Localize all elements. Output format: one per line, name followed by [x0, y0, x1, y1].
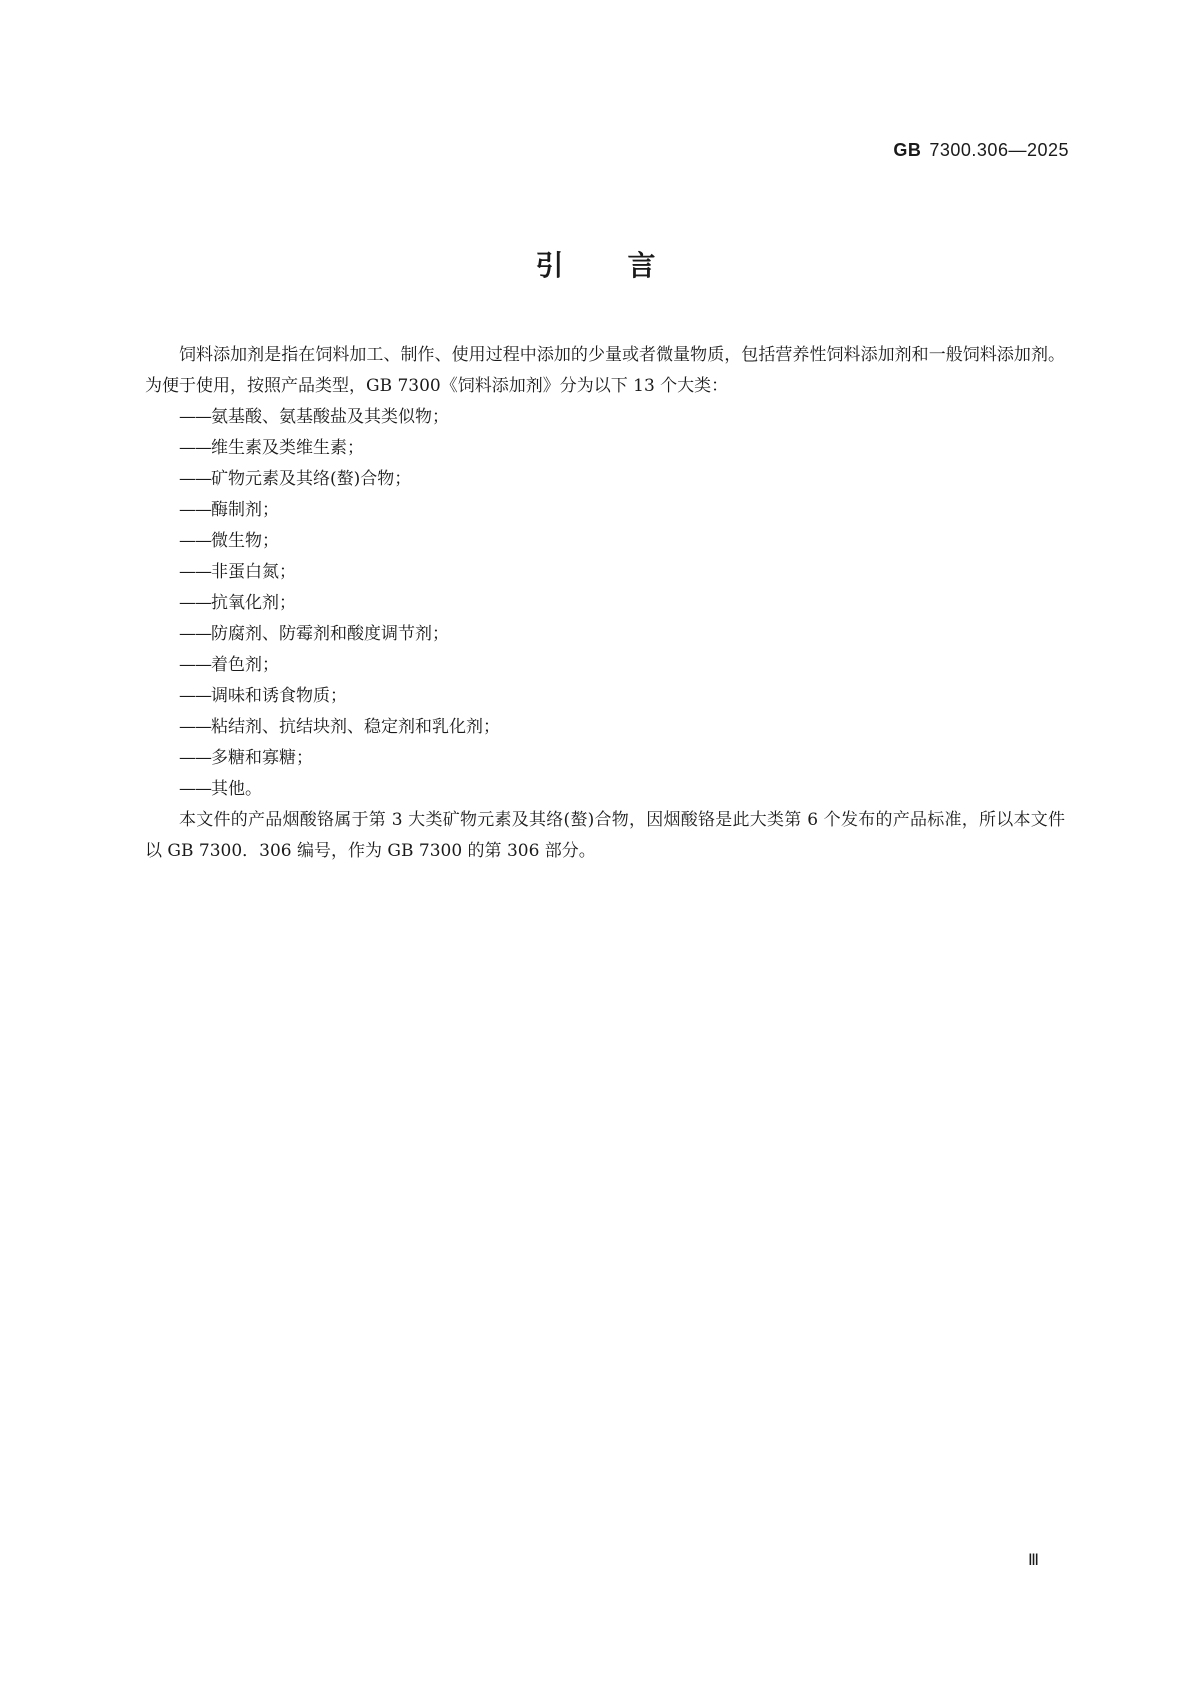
page-number: Ⅲ [1027, 1552, 1039, 1569]
document-code [893, 140, 1069, 161]
category-list [145, 402, 1065, 805]
closing-paragraph: 本文件的产品烟酸铬属于第 3 大类矿物元素及其络(螯)合物，因烟酸铬是此大类第 6 个发布的产品标准，所以本文件以 GB 7300．306 编号，作为 GB 7300 的第 306 部分。 [145, 810, 1065, 861]
list-item: ——微生物； [179, 531, 279, 551]
list-item: ——非蛋白氮； [179, 562, 296, 582]
list-item: ——调味和诱食物质； [179, 686, 347, 706]
intro-paragraph: 饲料添加剂是指在饲料加工、制作、使用过程中添加的少量或者微量物质，包括营养性饲料添加剂和一般饲料添加剂。为便于使用，按照产品类型，GB 7300《饲料添加剂》分为以下 13 个大类： [145, 345, 1065, 396]
document-code-number: 7300.306—2025 [929, 140, 1069, 160]
list-item: ——矿物元素及其络(螯)合物； [179, 469, 412, 489]
list-item: ——酶制剂； [179, 500, 279, 520]
list-item: ——粘结剂、抗结块剂、稳定剂和乳化剂； [179, 717, 500, 737]
page-title: 引言 [535, 249, 720, 282]
document-code-prefix: GB [893, 140, 922, 160]
list-item: ——防腐剂、防霉剂和酸度调节剂； [179, 624, 449, 644]
list-item: ——着色剂； [179, 655, 279, 675]
list-item: ——维生素及类维生素； [179, 438, 364, 458]
document-body [145, 340, 1065, 867]
list-item: ——氨基酸、氨基酸盐及其类似物； [179, 407, 449, 427]
list-item: ——其他。 [179, 779, 262, 799]
list-item: ——多糖和寡糖； [179, 748, 313, 768]
list-item: ——抗氧化剂； [179, 593, 296, 613]
